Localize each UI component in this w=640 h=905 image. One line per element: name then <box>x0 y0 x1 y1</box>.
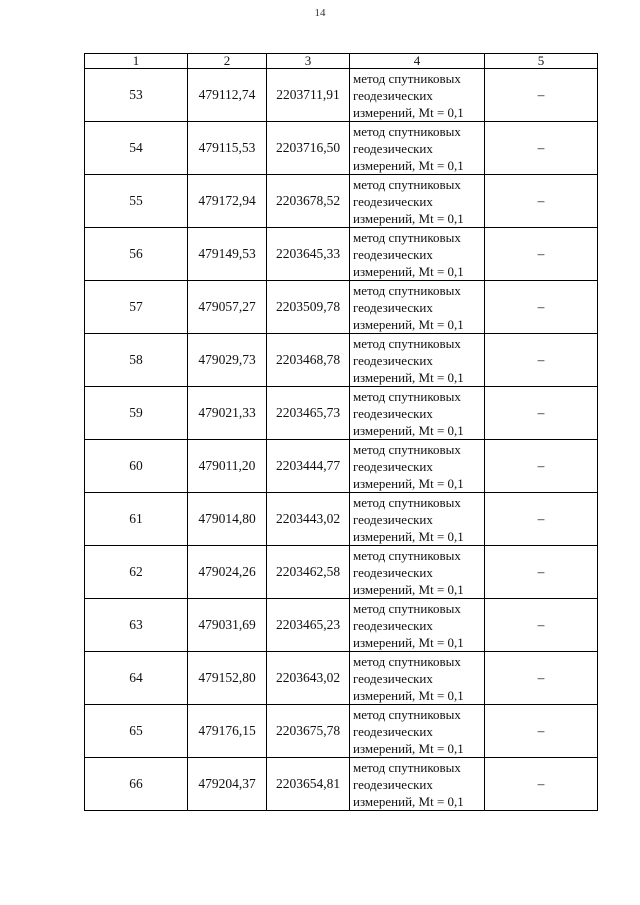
method-cell <box>350 440 485 493</box>
method-line-3: измерений, Mt = 0,1 <box>353 687 464 703</box>
point-number-cell: 58 <box>85 334 188 387</box>
y-coordinate-cell: 2203462,58 <box>267 546 350 599</box>
point-number-cell: 59 <box>85 387 188 440</box>
description-cell: – <box>485 387 598 440</box>
method-line-1: метод спутниковых <box>353 335 461 351</box>
method-cell <box>350 69 485 122</box>
method-line-2: геодезических <box>353 511 433 527</box>
method-line-3: измерений, Mt = 0,1 <box>353 581 464 597</box>
page-number: 14 <box>314 7 326 19</box>
description-cell: – <box>485 281 598 334</box>
table-row <box>85 175 598 228</box>
y-coordinate-cell: 2203654,81 <box>267 758 350 811</box>
method-line-2: геодезических <box>353 299 433 315</box>
method-line-1: метод спутниковых <box>353 759 461 775</box>
table-row <box>85 652 598 705</box>
method-line-1: метод спутниковых <box>353 653 461 669</box>
method-line-3: измерений, Mt = 0,1 <box>353 104 464 120</box>
method-line-1: метод спутниковых <box>353 494 461 510</box>
x-coordinate-cell: 479176,15 <box>188 705 267 758</box>
description-cell: – <box>485 334 598 387</box>
method-line-3: измерений, Mt = 0,1 <box>353 210 464 226</box>
method-cell <box>350 175 485 228</box>
coordinates-table <box>84 53 598 811</box>
x-coordinate-cell: 479152,80 <box>188 652 267 705</box>
x-coordinate-cell: 479011,20 <box>188 440 267 493</box>
table-row <box>85 334 598 387</box>
method-line-3: измерений, Mt = 0,1 <box>353 740 464 756</box>
method-cell <box>350 281 485 334</box>
x-coordinate-cell: 479057,27 <box>188 281 267 334</box>
method-line-1: метод спутниковых <box>353 229 461 245</box>
method-cell <box>350 546 485 599</box>
column-header: 1 <box>85 54 188 69</box>
method-line-1: метод спутниковых <box>353 70 461 86</box>
point-number-cell: 64 <box>85 652 188 705</box>
x-coordinate-cell: 479204,37 <box>188 758 267 811</box>
point-number-cell: 62 <box>85 546 188 599</box>
table-row <box>85 228 598 281</box>
point-number-cell: 65 <box>85 705 188 758</box>
y-coordinate-cell: 2203465,73 <box>267 387 350 440</box>
point-number-cell: 57 <box>85 281 188 334</box>
method-cell <box>350 122 485 175</box>
method-cell <box>350 705 485 758</box>
table-row <box>85 493 598 546</box>
y-coordinate-cell: 2203643,02 <box>267 652 350 705</box>
description-cell: – <box>485 69 598 122</box>
method-line-3: измерений, Mt = 0,1 <box>353 475 464 491</box>
method-line-3: измерений, Mt = 0,1 <box>353 369 464 385</box>
method-line-1: метод спутниковых <box>353 176 461 192</box>
description-cell: – <box>485 122 598 175</box>
x-coordinate-cell: 479031,69 <box>188 599 267 652</box>
y-coordinate-cell: 2203444,77 <box>267 440 350 493</box>
method-cell <box>350 334 485 387</box>
y-coordinate-cell: 2203645,33 <box>267 228 350 281</box>
point-number-cell: 63 <box>85 599 188 652</box>
x-coordinate-cell: 479172,94 <box>188 175 267 228</box>
method-line-2: геодезических <box>353 670 433 686</box>
method-line-3: измерений, Mt = 0,1 <box>353 528 464 544</box>
table-row <box>85 281 598 334</box>
table-row <box>85 122 598 175</box>
description-cell: – <box>485 705 598 758</box>
method-line-2: геодезических <box>353 617 433 633</box>
column-header: 5 <box>485 54 598 69</box>
table-header-row <box>85 54 598 69</box>
table-row <box>85 440 598 493</box>
method-line-2: геодезических <box>353 405 433 421</box>
table-row <box>85 69 598 122</box>
y-coordinate-cell: 2203509,78 <box>267 281 350 334</box>
method-line-2: геодезических <box>353 87 433 103</box>
method-line-2: геодезических <box>353 458 433 474</box>
method-line-1: метод спутниковых <box>353 441 461 457</box>
column-header: 3 <box>267 54 350 69</box>
y-coordinate-cell: 2203468,78 <box>267 334 350 387</box>
point-number-cell: 55 <box>85 175 188 228</box>
x-coordinate-cell: 479115,53 <box>188 122 267 175</box>
method-line-2: геодезических <box>353 140 433 156</box>
method-line-2: геодезических <box>353 352 433 368</box>
method-line-1: метод спутниковых <box>353 123 461 139</box>
description-cell: – <box>485 175 598 228</box>
x-coordinate-cell: 479024,26 <box>188 546 267 599</box>
method-cell <box>350 228 485 281</box>
description-cell: – <box>485 652 598 705</box>
method-line-3: измерений, Mt = 0,1 <box>353 634 464 650</box>
description-cell: – <box>485 546 598 599</box>
method-line-1: метод спутниковых <box>353 282 461 298</box>
x-coordinate-cell: 479149,53 <box>188 228 267 281</box>
table-row <box>85 758 598 811</box>
method-line-2: геодезических <box>353 776 433 792</box>
table-row <box>85 705 598 758</box>
y-coordinate-cell: 2203443,02 <box>267 493 350 546</box>
y-coordinate-cell: 2203711,91 <box>267 69 350 122</box>
point-number-cell: 61 <box>85 493 188 546</box>
y-coordinate-cell: 2203716,50 <box>267 122 350 175</box>
method-line-3: измерений, Mt = 0,1 <box>353 157 464 173</box>
method-line-2: геодезических <box>353 193 433 209</box>
method-cell <box>350 758 485 811</box>
table-row <box>85 387 598 440</box>
method-line-1: метод спутниковых <box>353 388 461 404</box>
method-cell <box>350 599 485 652</box>
y-coordinate-cell: 2203675,78 <box>267 705 350 758</box>
method-line-1: метод спутниковых <box>353 600 461 616</box>
method-line-3: измерений, Mt = 0,1 <box>353 263 464 279</box>
description-cell: – <box>485 599 598 652</box>
method-line-1: метод спутниковых <box>353 547 461 563</box>
point-number-cell: 54 <box>85 122 188 175</box>
method-line-1: метод спутниковых <box>353 706 461 722</box>
y-coordinate-cell: 2203465,23 <box>267 599 350 652</box>
x-coordinate-cell: 479029,73 <box>188 334 267 387</box>
method-line-2: геодезических <box>353 246 433 262</box>
method-line-3: измерений, Mt = 0,1 <box>353 793 464 809</box>
method-cell <box>350 493 485 546</box>
method-cell <box>350 652 485 705</box>
table-row <box>85 599 598 652</box>
table-row <box>85 546 598 599</box>
x-coordinate-cell: 479112,74 <box>188 69 267 122</box>
method-line-2: геодезических <box>353 564 433 580</box>
point-number-cell: 60 <box>85 440 188 493</box>
description-cell: – <box>485 493 598 546</box>
method-line-2: геодезических <box>353 723 433 739</box>
point-number-cell: 53 <box>85 69 188 122</box>
description-cell: – <box>485 228 598 281</box>
method-line-3: измерений, Mt = 0,1 <box>353 316 464 332</box>
method-cell <box>350 387 485 440</box>
point-number-cell: 66 <box>85 758 188 811</box>
column-header: 4 <box>350 54 485 69</box>
method-line-3: измерений, Mt = 0,1 <box>353 422 464 438</box>
description-cell: – <box>485 758 598 811</box>
y-coordinate-cell: 2203678,52 <box>267 175 350 228</box>
description-cell: – <box>485 440 598 493</box>
x-coordinate-cell: 479021,33 <box>188 387 267 440</box>
column-header: 2 <box>188 54 267 69</box>
point-number-cell: 56 <box>85 228 188 281</box>
x-coordinate-cell: 479014,80 <box>188 493 267 546</box>
